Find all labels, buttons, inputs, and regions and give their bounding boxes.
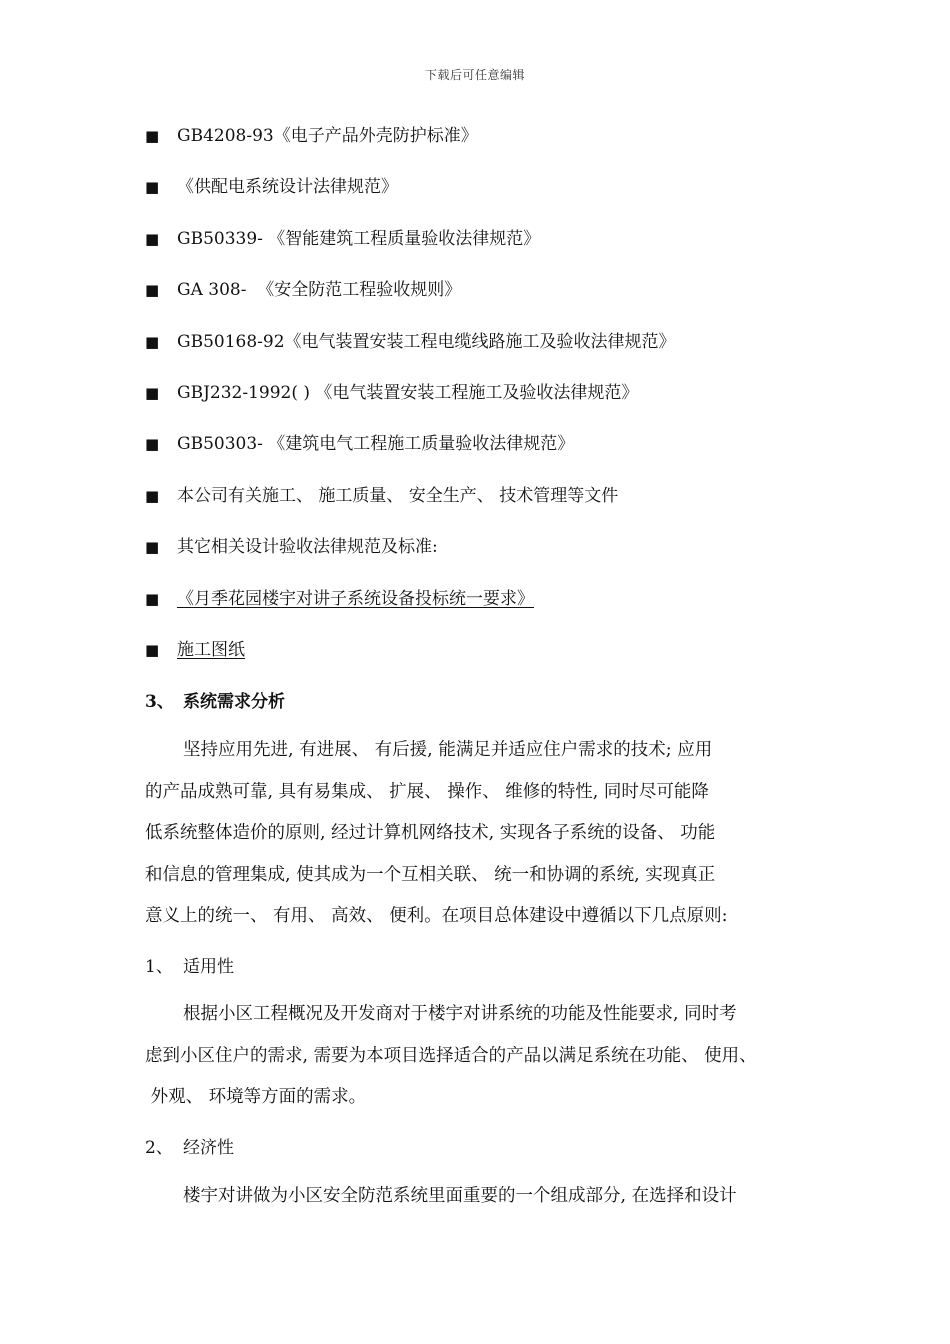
list-item — [145, 430, 845, 481]
list-item — [145, 276, 845, 327]
square-bullet-icon: ■ — [145, 589, 160, 608]
section-number: 3、 — [145, 692, 174, 712]
list-item-text: GA 308- 《安全防范工程验收规则》 — [177, 280, 462, 301]
section-heading — [145, 688, 285, 716]
principle-paragraph — [145, 994, 825, 1119]
list-item — [145, 328, 845, 379]
square-bullet-icon: ■ — [145, 281, 160, 300]
square-bullet-icon: ■ — [145, 332, 160, 351]
standards-list — [145, 122, 845, 687]
square-bullet-icon: ■ — [145, 178, 160, 197]
paragraph-line: 坚持应用先进, 有进展、 有后援, 能满足并适应住户需求的技术; 应用 — [183, 740, 713, 760]
list-item-text: 施工图纸 — [177, 639, 245, 660]
square-bullet-icon: ■ — [145, 435, 160, 454]
list-item-text: GB50168-92《电气装置安装工程电缆线路施工及验收法律规范》 — [177, 331, 676, 352]
principle-title: 经济性 — [183, 1138, 234, 1158]
paragraph-line: 意义上的统一、 有用、 高效、 便利。在项目总体建设中遵循以下几点原则: — [145, 906, 728, 926]
principle-number: 2、 — [145, 1138, 173, 1158]
section-title: 系统需求分析 — [183, 692, 285, 712]
list-item — [145, 225, 845, 276]
principle-title: 适用性 — [183, 957, 234, 977]
list-item-text: 《月季花园楼宇对讲子系统设备投标统一要求》 — [177, 588, 534, 609]
square-bullet-icon: ■ — [145, 383, 160, 402]
paragraph-line: 低系统整体造价的原则, 经过计算机网络技术, 实现各子系统的设备、 功能 — [145, 823, 716, 843]
list-item — [145, 533, 845, 584]
list-item-text: 本公司有关施工、 施工质量、 安全生产、 技术管理等文件 — [177, 485, 619, 506]
list-item-text: GB50339- 《智能建筑工程质量验收法律规范》 — [177, 228, 541, 249]
list-item — [145, 379, 845, 430]
square-bullet-icon: ■ — [145, 640, 160, 659]
principle-heading — [145, 953, 234, 981]
list-item — [145, 585, 845, 636]
square-bullet-icon: ■ — [145, 486, 160, 505]
principle-paragraph — [145, 1176, 825, 1218]
paragraph-line: 和信息的管理集成, 使其成为一个互相关联、 统一和协调的系统, 实现真正 — [145, 864, 716, 885]
square-bullet-icon: ■ — [145, 229, 160, 248]
list-item — [145, 482, 845, 533]
list-item — [145, 636, 845, 687]
list-item-text: 其它相关设计验收法律规范及标准: — [177, 537, 438, 558]
list-item — [145, 122, 845, 173]
page-header: 下载后可任意编辑 — [424, 68, 525, 82]
paragraph-line: 虑到小区住户的需求, 需要为本项目选择适合的产品以满足系统在功能、 使用、 — [145, 1045, 757, 1066]
principle-heading — [145, 1134, 234, 1162]
principle-number: 1、 — [145, 957, 173, 977]
paragraph-line: 的产品成熟可靠, 具有易集成、 扩展、 操作、 维修的特性, 同时尽可能降 — [145, 781, 709, 802]
paragraph-line: 楼宇对讲做为小区安全防范系统里面重要的一个组成部分, 在选择和设计 — [183, 1186, 737, 1206]
list-item-text: GBJ232-1992( ) 《电气装置安装工程施工及验收法律规范》 — [177, 382, 639, 403]
section-paragraph — [145, 730, 825, 938]
list-item-text: GB4208-93《电子产品外壳防护标准》 — [177, 126, 478, 146]
square-bullet-icon: ■ — [145, 538, 160, 557]
square-bullet-icon: ■ — [145, 127, 160, 145]
paragraph-line: 外观、 环境等方面的需求。 — [145, 1087, 367, 1107]
list-item — [145, 173, 845, 224]
paragraph-line: 根据小区工程概况及开发商对于楼宇对讲系统的功能及性能要求, 同时考 — [183, 1004, 737, 1024]
list-item-text: GB50303- 《建筑电气工程施工质量验收法律规范》 — [177, 434, 575, 455]
list-item-text: 《供配电系统设计法律规范》 — [177, 177, 398, 198]
